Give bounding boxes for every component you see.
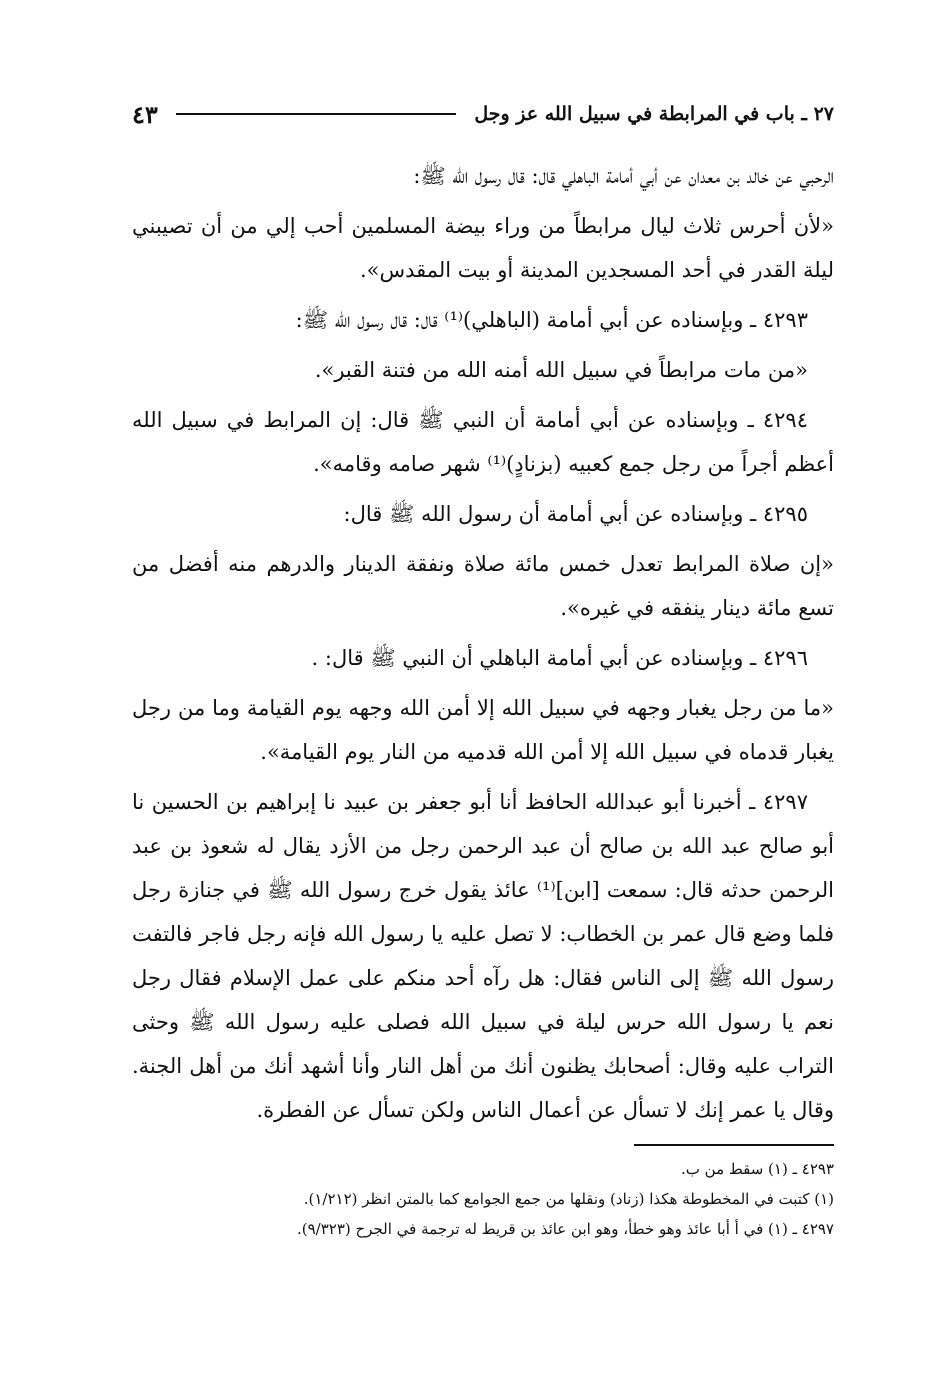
- hadith-quote: «ما من رجل يغبار وجهه في سبيل الله إلا أمن الله وجهه يوم القيامة وما من رجل يغبار قدماه في سبيل الله إلا أمن الله قدميه من النار يوم القيامة».: [132, 696, 834, 764]
- footnote: ٤٢٩٧ ـ (١) في أ أبا عائذ وهو خطأ، وهو ابن عائذ بن قريط له ترجمة في الجرح (٩/٣٢٣).: [297, 1220, 834, 1238]
- main-text: [132, 154, 834, 1132]
- hadith-quote: «من مات مرابطاً في سبيل الله أمنه الله من فتنة القبر».: [314, 358, 808, 382]
- hadith-4293: ٤٢٩٣ ـ وبإسناده عن أبي أمامة (الباهلي)⁽¹⁾ قال: قال رسول الله ﷺ:: [295, 308, 808, 332]
- footnote-separator: [634, 1144, 834, 1146]
- footnotes: [132, 1154, 834, 1244]
- header-rule: [176, 113, 457, 115]
- hadith-4296: ٤٢٩٦ ـ وبإسناده عن أبي أمامة الباهلي أن النبي ﷺ قال: .: [311, 646, 808, 670]
- page-header: [132, 96, 834, 132]
- hadith-quote: «إن صلاة المرابط تعدل خمس مائة صلاة ونفقة الدينار والدرهم منه أفضل من تسع مائة دينار ينفقه في غيره».: [132, 552, 834, 620]
- page-number: ٤٣: [132, 99, 158, 129]
- hadith-4297: ٤٢٩٧ ـ أخبرنا أبو عبدالله الحافظ أنا أبو جعفر بن عبيد نا إبراهيم بن الحسين نا أبو صالح عبد الله بن صالح أن عبد الرحمن رجل من الأزد يقال له شعوذ بن عبد الرحمن حدثه قال: سمعت [ابن]⁽¹⁾ عائذ يقول خرج رسول الله ﷺ في جنازة رجل فلما وضع قال عمر بن الخطاب: لا تصل عليه يا رسول الله فإنه رجل فاجر فالتفت رسول الله ﷺ إلى الناس فقال: هل رآه أحد منكم على عمل الإسلام فقال رجل نعم يا رسول الله حرس ليلة في سبيل الله فصلى عليه رسول الله ﷺ وحثى التراب عليه وقال: أصحابك يظنون أنك من أهل النار وأنا أشهد أنك من أهل الجنة. وقال يا عمر إنك لا تسأل عن أعمال الناس ولكن تسأل عن الفطرة.: [132, 790, 834, 1122]
- hadith-4295: ٤٢٩٥ ـ وبإسناده عن أبي أمامة أن رسول الله ﷺ قال:: [343, 502, 808, 526]
- hadith-4294: ٤٢٩٤ ـ وبإسناده عن أبي أمامة أن النبي ﷺ قال: إن المرابط في سبيل الله أعظم أجراً من رجل جمع كعبيه (بزنادٍ)⁽¹⁾ شهر صامه وقامه».: [132, 408, 834, 476]
- chapter-title: ٢٧ ـ باب في المرابطة في سبيل الله عز وجل: [474, 103, 834, 125]
- paragraph-continuation: الرحبي عن خالد بن معدان عن أبي أمامة الباهلي قال: قال رسول الله ﷺ:: [413, 164, 834, 188]
- footnote: (١) كتبت في المخطوطة هكذا (زناد) ونقلها من جمع الجوامع كما بالمتن انظر (١/٢١٢).: [303, 1190, 834, 1208]
- footnote: ٤٢٩٣ ـ (١) سقط من ب.: [681, 1160, 834, 1178]
- hadith-quote: «لأن أحرس ثلاث ليال مرابطاً من وراء بيضة المسلمين أحب إلي من أن تصيبني ليلة القدر في أحد المسجدين المدينة أو بيت المقدس».: [132, 214, 834, 282]
